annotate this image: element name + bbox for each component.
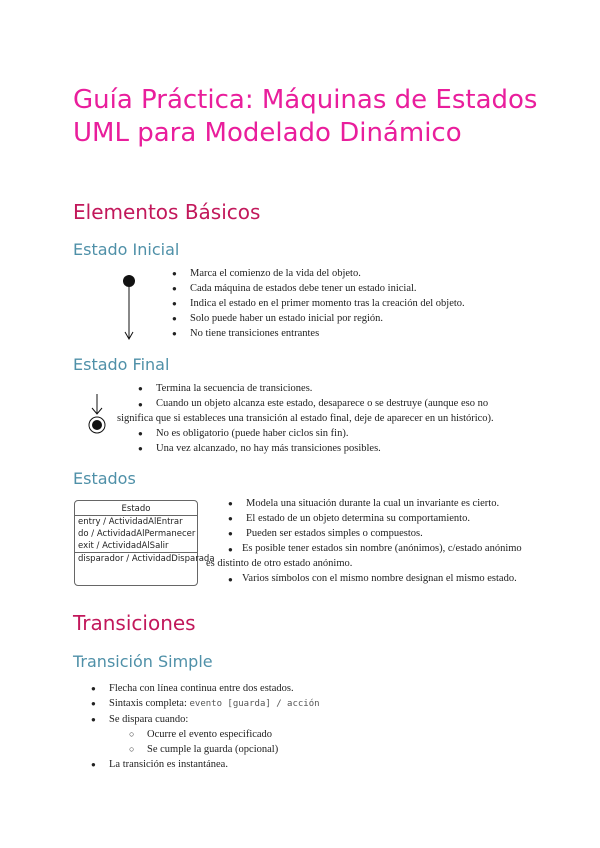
list-item: ● Marca el comienzo de la vida del objeto. (172, 266, 532, 281)
state-event-row: disparador / ActividadDisparada (75, 552, 197, 565)
page-title: Guía Práctica: Máquinas de Estados UML para Modelado Dinámico (73, 85, 538, 148)
state-entry-row: entry / ActividadAlEntrar (78, 517, 183, 527)
list-item: ● Solo puede haber un estado inicial por región. (172, 311, 532, 326)
heading-simple-transition: Transición Simple (73, 652, 213, 671)
list-item: ● Es posible tener estados sin nombre (anónimos), c/estado anónimo es distinto de otro estado anónimo. (206, 543, 522, 569)
list-item-text: Es posible tener estados sin nombre (anónimos), c/estado anónimo es distinto de otro estado anónimo. (206, 543, 522, 569)
list-item: ● Se dispara cuando: (91, 712, 531, 727)
list-item: ● Modela una situación durante la cual un invariante es cierto. (228, 496, 526, 511)
list-item: ● Pueden ser estados simples o compuestos. (228, 526, 526, 541)
heading-basic: Elementos Básicos (73, 200, 261, 224)
list-item: ● Una vez alcanzado, no hay más transiciones posibles. (138, 441, 538, 456)
states-bullets (206, 496, 526, 586)
list-item-text: Varios símbolos con el mismo nombre designan el mismo estado. (242, 573, 517, 584)
heading-transitions: Transiciones (73, 611, 196, 635)
heading-final: Estado Final (73, 355, 170, 374)
final-bullet-2: ● Cuando un objeto alcanza este estado, desaparece o se destruye (aunque eso no significa que si estableces una transición al estado final, deje de aparecer en un histórico). (117, 398, 494, 424)
final-bullets-b (138, 426, 538, 456)
initial-bullets (172, 266, 532, 341)
state-box-title: Estado (75, 501, 197, 516)
heading-initial: Estado Inicial (73, 240, 180, 259)
list-item (91, 696, 531, 712)
final-bullets-a (138, 381, 538, 396)
state-diagram (74, 500, 215, 586)
heading-states: Estados (73, 469, 136, 488)
syntax-label: Sintaxis completa: (109, 698, 190, 709)
list-item: ● Indica el estado en el primer momento tras la creación del objeto. (172, 296, 532, 311)
state-exit-row: exit / ActividadAlSalir (78, 541, 169, 551)
transition-bullets (91, 681, 531, 772)
syntax-code: evento [guarda] / acción (189, 699, 320, 709)
list-item: ● La transición es instantánea. (91, 757, 531, 772)
state-do-row: do / ActividadAlPermanecer (78, 529, 196, 539)
final-state-icon (85, 392, 109, 436)
list-item: ● El estado de un objeto determina su comportamiento. (228, 511, 526, 526)
list-item: ○ Se cumple la guarda (opcional) (91, 742, 531, 757)
list-item: ● Varios símbolos con el mismo nombre designan el mismo estado. (228, 573, 517, 584)
initial-state-icon (120, 272, 140, 344)
list-item: Cuando un objeto alcanza este estado, desaparece o se destruye (aunque eso no significa que si estableces una transición al estado final, deje de aparecer en un histórico). (117, 398, 494, 424)
list-item: ● Flecha con línea continua entre dos estados. (91, 681, 531, 696)
list-item: ● Termina la secuencia de transiciones. (138, 381, 538, 396)
states-list (228, 496, 526, 541)
list-item: ● No es obligatorio (puede haber ciclos sin fin). (138, 426, 538, 441)
list-item: ● Cada máquina de estados debe tener un estado inicial. (172, 281, 532, 296)
list-item: ● No tiene transiciones entrantes (172, 326, 532, 341)
list-item: ○ Ocurre el evento especificado (91, 727, 531, 742)
